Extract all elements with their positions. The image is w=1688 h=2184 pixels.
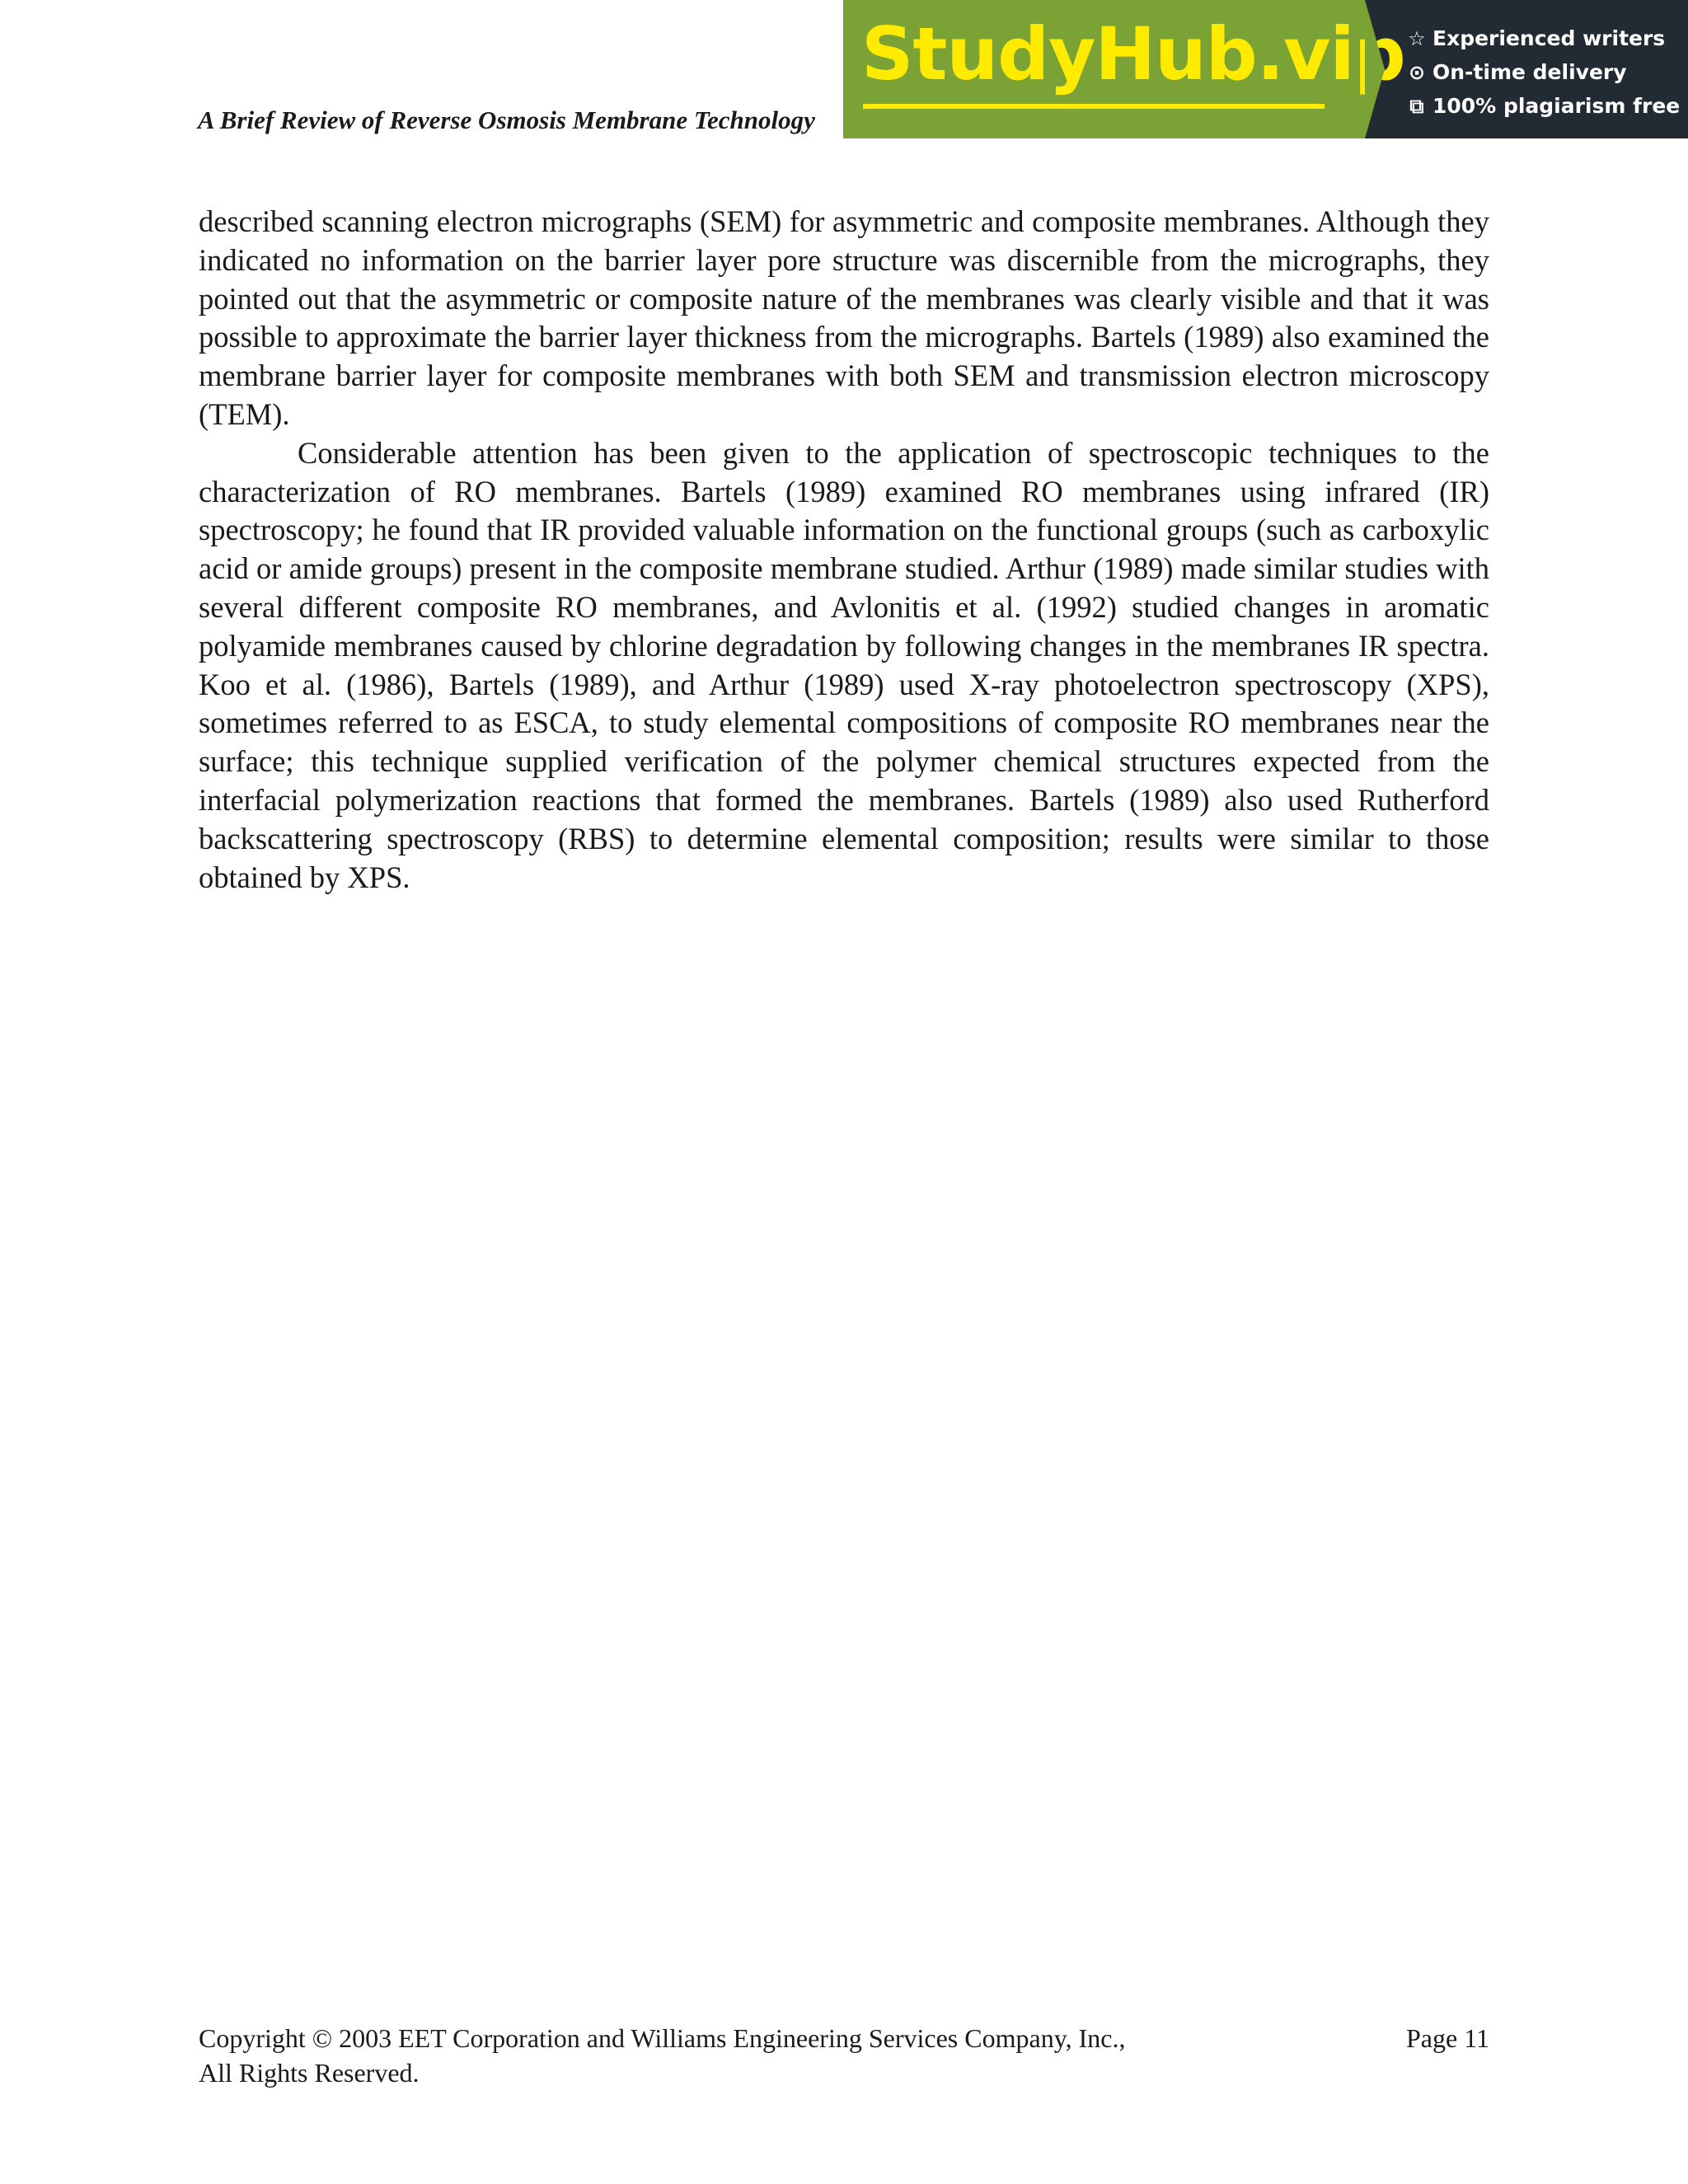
ad-feature-label: On-time delivery xyxy=(1432,60,1627,84)
ad-feature-item xyxy=(1406,21,1688,55)
banner-arrow-shape xyxy=(1365,0,1385,138)
studyhub-logo[interactable] xyxy=(843,0,1405,138)
ad-feature-label: Experienced writers xyxy=(1432,26,1666,50)
body-paragraph: described scanning electron micrographs (SEM) for asymmetric and composite membranes. Although they indicated no information on the barrier layer pore structure was discernible from the micrographs, they pointed out that the asymmetric or composite nature of the membranes was clearly visible and that it was possible to approximate the barrier layer thickness from the micrographs. Bartels (1989) also examined the membrane barrier layer for composite membranes with both SEM and transmission electron microscopy (TEM). xyxy=(199,204,1489,431)
logo-underline xyxy=(863,104,1325,109)
ad-feature-list xyxy=(1365,0,1688,138)
running-header: A Brief Review of Reverse Osmosis Membrane Technology xyxy=(198,105,815,134)
ad-feature-item xyxy=(1406,89,1688,123)
page-number: Page 11 xyxy=(1405,2023,1489,2053)
star-icon: ☆ xyxy=(1408,26,1426,50)
rights-line: All Rights Reserved. xyxy=(199,2058,420,2088)
ad-feature-label: 100% plagiarism free xyxy=(1432,94,1681,118)
ad-feature-item xyxy=(1406,55,1688,89)
page-footer xyxy=(199,2021,1489,2090)
copy-icon: ⧉ xyxy=(1409,94,1424,118)
copyright-line: Copyright © 2003 EET Corporation and Williams Engineering Services Company, Inc., xyxy=(199,2023,1126,2053)
document-body xyxy=(199,203,1489,897)
studyhub-ad-banner[interactable] xyxy=(843,0,1688,138)
clock-icon: ⊙ xyxy=(1408,60,1426,84)
studyhub-logo-text: StudyHub.vip xyxy=(861,12,1405,96)
body-paragraph: Considerable attention has been given to the application of spectroscopic techniques to the characterization of RO membranes. Bartels (1989) examined RO membranes using infrared (IR) spectroscopy; he found that IR provided valuable information on the functional groups (such as carboxylic acid or amide groups) present in the composite membrane studied. Arthur (1989) made similar studies with several different composite RO membranes, and Avlonitis et al. (1992) studied changes in aromatic polyamide membranes caused by chlorine degradation by following changes in the membranes IR spectra. Koo et al. (1986), Bartels (1989), and Arthur (1989) used X-ray photoelectron spectroscopy (XPS), sometimes referred to as ESCA, to study elemental compositions of composite RO membranes near the surface; this technique supplied verification of the polymer chemical structures expected from the interfacial polymerization reactions that formed the membranes. Bartels (1989) also used Rutherford backscattering spectroscopy (RBS) to determine elemental composition; results were similar to those obtained by XPS. xyxy=(199,435,1489,894)
